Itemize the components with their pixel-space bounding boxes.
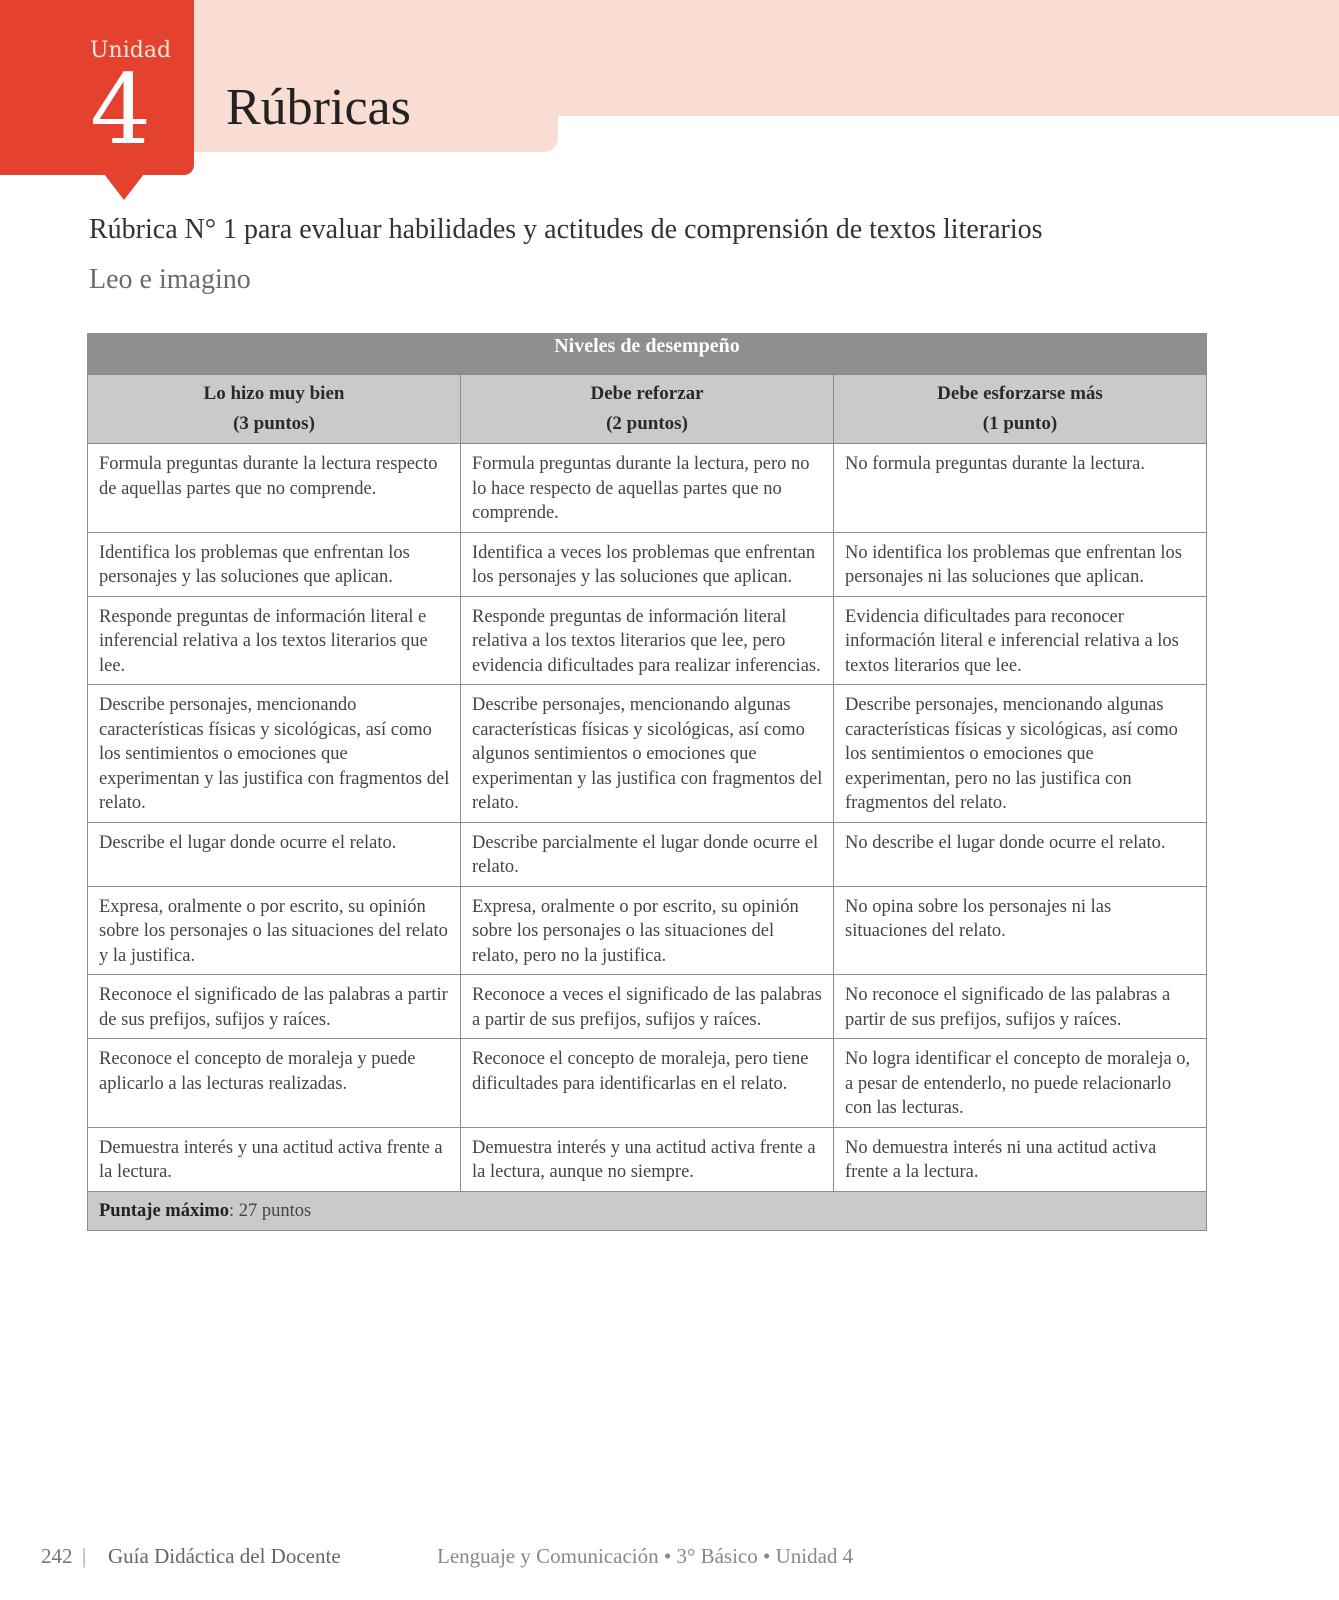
criterion-cell: Reconoce el significado de las palabras a partir de sus prefijos, sufijos y raíces. bbox=[88, 975, 461, 1039]
table-row bbox=[88, 975, 1207, 1039]
criterion-cell: No reconoce el significado de las palabras a partir de sus prefijos, sufijos y raíces. bbox=[834, 975, 1207, 1039]
unit-badge bbox=[0, 0, 194, 175]
criterion-cell: Identifica a veces los problemas que enfrentan los personajes y las soluciones que aplican. bbox=[461, 532, 834, 596]
criterion-cell: Describe el lugar donde ocurre el relato. bbox=[88, 822, 461, 886]
footer-separator: | bbox=[82, 1544, 87, 1568]
criterion-cell: Demuestra interés y una actitud activa frente a la lectura. bbox=[88, 1127, 461, 1191]
rubric-heading: Rúbrica N° 1 para evaluar habilidades y actitudes de comprensión de textos literarios bbox=[89, 214, 1043, 245]
total-value: : 27 puntos bbox=[229, 1200, 312, 1221]
criterion-cell: Demuestra interés y una actitud activa frente a la lectura, aunque no siempre. bbox=[461, 1127, 834, 1191]
table-row bbox=[88, 822, 1207, 886]
table-row bbox=[88, 596, 1207, 685]
table-row bbox=[88, 1127, 1207, 1191]
criterion-cell: Expresa, oralmente o por escrito, su opinión sobre los personajes o las situaciones del relato y la justifica. bbox=[88, 886, 461, 975]
criterion-cell: No logra identificar el concepto de moraleja o, a pesar de entenderlo, no puede relacionarlo con las lecturas. bbox=[834, 1039, 1207, 1128]
criterion-cell: No opina sobre los personajes ni las situaciones del relato. bbox=[834, 886, 1207, 975]
column-points: (2 puntos) bbox=[606, 413, 688, 434]
criterion-cell: No demuestra interés ni una actitud activa frente a la lectura. bbox=[834, 1127, 1207, 1191]
footer-subject: Lenguaje y Comunicación • 3° Básico • Unidad 4 bbox=[437, 1544, 854, 1568]
total-cell bbox=[88, 1191, 1207, 1231]
column-title: Lo hizo muy bien bbox=[203, 383, 345, 404]
criterion-cell: Describe personajes, mencionando características físicas y sicológicas, así como los sentimientos o emociones que experimentan y las justifica con fragmentos del relato. bbox=[88, 685, 461, 823]
criterion-cell: Evidencia dificultades para reconocer información literal e inferencial relativa a los textos literarios que lee. bbox=[834, 596, 1207, 685]
unit-label: Unidad bbox=[90, 38, 172, 63]
criterion-cell: Describe personajes, mencionando algunas características físicas y sicológicas, así como algunos sentimientos o emociones que experimentan y las justifica con fragmentos del relato. bbox=[461, 685, 834, 823]
rubric-table bbox=[87, 333, 1207, 1231]
table-row bbox=[88, 444, 1207, 533]
table-row bbox=[88, 1039, 1207, 1128]
criterion-cell: Identifica los problemas que enfrentan los personajes y las soluciones que aplican. bbox=[88, 532, 461, 596]
footer-guide-title: Guía Didáctica del Docente bbox=[108, 1544, 341, 1568]
column-points: (1 punto) bbox=[982, 413, 1058, 434]
table-row bbox=[88, 685, 1207, 823]
criterion-cell: Reconoce el concepto de moraleja y puede aplicarlo a las lecturas realizadas. bbox=[88, 1039, 461, 1128]
criterion-cell: Describe personajes, mencionando algunas características físicas y sicológicas, así como los sentimientos o emociones que experimentan, pero no las justifica con fragmentos del relato. bbox=[834, 685, 1207, 823]
criterion-cell: No formula preguntas durante la lectura. bbox=[834, 444, 1207, 533]
levels-header: Niveles de desempeño bbox=[88, 334, 1207, 375]
criterion-cell: Reconoce el concepto de moraleja, pero tiene dificultades para identificarlas en el relato. bbox=[461, 1039, 834, 1128]
column-header-level-2 bbox=[461, 375, 834, 444]
criterion-cell: Reconoce a veces el significado de las palabras a partir de sus prefijos, sufijos y raíces. bbox=[461, 975, 834, 1039]
total-label: Puntaje máximo bbox=[99, 1200, 229, 1221]
page-title: Rúbricas bbox=[226, 79, 411, 136]
table-row bbox=[88, 532, 1207, 596]
criterion-cell: Responde preguntas de información literal e inferencial relativa a los textos literarios que lee. bbox=[88, 596, 461, 685]
criterion-cell: No identifica los problemas que enfrentan los personajes ni las soluciones que aplican. bbox=[834, 532, 1207, 596]
column-header-level-1 bbox=[834, 375, 1207, 444]
rubric-subheading: Leo e imagino bbox=[89, 264, 251, 295]
page-number: 242 bbox=[41, 1544, 73, 1568]
criterion-cell: Describe parcialmente el lugar donde ocurre el relato. bbox=[461, 822, 834, 886]
table-row bbox=[88, 886, 1207, 975]
column-title: Debe reforzar bbox=[590, 383, 704, 404]
criterion-cell: No describe el lugar donde ocurre el relato. bbox=[834, 822, 1207, 886]
criterion-cell: Formula preguntas durante la lectura respecto de aquellas partes que no comprende. bbox=[88, 444, 461, 533]
criterion-cell: Formula preguntas durante la lectura, pero no lo hace respecto de aquellas partes que no comprende. bbox=[461, 444, 834, 533]
column-title: Debe esforzarse más bbox=[937, 383, 1103, 404]
total-row bbox=[88, 1191, 1207, 1231]
column-header-level-3 bbox=[88, 375, 461, 444]
column-points: (3 puntos) bbox=[233, 413, 315, 434]
criterion-cell: Expresa, oralmente o por escrito, su opinión sobre los personajes o las situaciones del relato, pero no la justifica. bbox=[461, 886, 834, 975]
criterion-cell: Responde preguntas de información literal relativa a los textos literarios que lee, pero evidencia dificultades para realizar inferencias. bbox=[461, 596, 834, 685]
unit-number: 4 bbox=[90, 54, 152, 166]
